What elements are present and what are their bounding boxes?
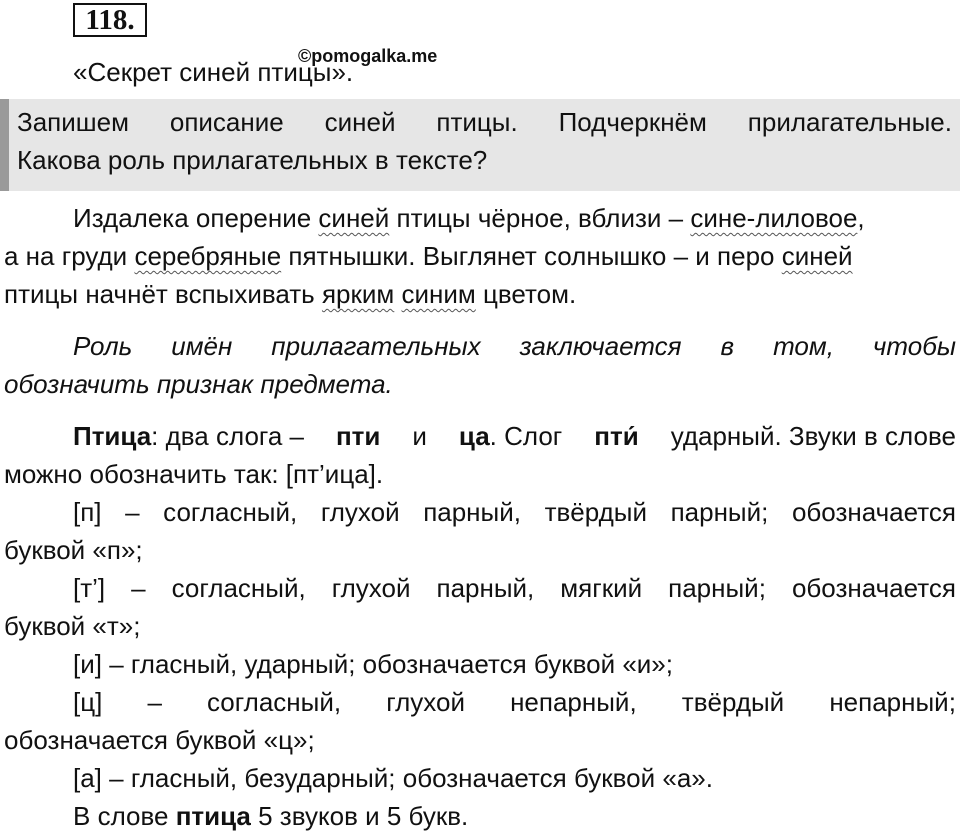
word: заключается [519, 331, 682, 361]
sound-i-line: [и] – гласный, ударный; обозначается буквой «и»; [73, 649, 673, 679]
word: мягкий [560, 573, 643, 603]
text: а на груди [4, 241, 135, 271]
word: парный, [423, 497, 521, 527]
passage [4, 199, 956, 313]
word: [п] [73, 497, 102, 527]
phonetic-analysis [4, 417, 956, 835]
text: Издалека оперение [73, 203, 319, 233]
text: пятнышки. Выглянет солнышко – и перо [281, 241, 782, 271]
word: глухой [386, 687, 465, 717]
word-bold: Птица [73, 421, 152, 451]
analysis-line-1 [4, 417, 956, 455]
text: 5 звуков и 5 букв. [250, 801, 469, 831]
word: том, [773, 331, 834, 361]
word: имён [171, 331, 233, 361]
task-word: Подчеркнём [558, 107, 707, 137]
adjective: синей [318, 203, 390, 233]
word: твёрдый [681, 687, 785, 717]
adjective: серебряные [134, 241, 282, 271]
syllable-1: пти [335, 421, 381, 451]
stressed-syllable: пти́ [594, 421, 639, 451]
word: – [125, 497, 140, 527]
word: обозначается [791, 573, 956, 603]
word: [т’] [73, 573, 106, 603]
sound-ts-line-1 [4, 683, 956, 721]
task-word: синей [324, 107, 396, 137]
word: глухой [320, 497, 400, 527]
text: , вблизи – [563, 203, 691, 233]
text: ударный. Звуки в слове [670, 421, 956, 451]
answer-role-line-2: обозначить признак предмета. [4, 369, 393, 399]
text: птицы [389, 203, 478, 233]
sound-p-line-2: буквой «п»; [4, 535, 143, 565]
passage-line-1 [4, 199, 956, 237]
word: обозначается [791, 497, 956, 527]
task-word: птицы. [436, 107, 518, 137]
word: [ц] [73, 687, 103, 717]
adjective: сине-лиловое [690, 203, 858, 233]
text: птицы начнёт вспыхивать [4, 279, 322, 309]
summary-line [4, 797, 956, 835]
word: чтобы [872, 331, 956, 361]
adjective: ярким [321, 279, 395, 309]
text: : два слога – [151, 421, 304, 451]
passage-line-2 [4, 237, 956, 275]
task-word: описание [169, 107, 284, 137]
task-line-1 [17, 103, 952, 141]
text: , [857, 203, 865, 233]
syllable-2-group [459, 417, 562, 455]
exercise-title: «Секрет синей птицы». [73, 57, 354, 87]
word: согласный, [207, 687, 342, 717]
word: парный; [670, 497, 769, 527]
word: непарный; [829, 687, 956, 717]
word: – [147, 687, 162, 717]
sound-t-line-1 [4, 569, 956, 607]
task-word: Запишем [17, 107, 129, 137]
word: – [131, 573, 146, 603]
watermark: ©pomogalka.me [298, 46, 438, 66]
task-line-2: Какова роль прилагательных в тексте? [17, 145, 488, 175]
sound-p-line-1 [4, 493, 956, 531]
exercise-number: 118. [73, 3, 147, 37]
word: согласный, [163, 497, 298, 527]
analysis-word-intro [73, 417, 304, 455]
text: и [412, 421, 427, 451]
text: В слове [73, 801, 176, 831]
answer-role [4, 327, 956, 403]
task-box [0, 99, 960, 191]
syllable-2: ца [458, 421, 490, 451]
sound-t-line-2: буквой «т»; [4, 611, 141, 641]
text [394, 279, 401, 309]
word: непарный, [510, 687, 637, 717]
word: твёрдый [544, 497, 647, 527]
answer-role-line-1 [4, 327, 956, 365]
adjective: синей [781, 241, 853, 271]
word: в [720, 331, 735, 361]
task-word: прилагательные. [747, 107, 952, 137]
sound-a-line: [а] – гласный, безударный; обозначается буквой «а». [73, 763, 713, 793]
word: парный; [668, 573, 766, 603]
word: глухой [331, 573, 411, 603]
text: . Слог [489, 421, 563, 451]
adjective: синим [401, 279, 476, 309]
word: согласный, [171, 573, 306, 603]
text: чёрное [477, 203, 564, 233]
text: цветом. [475, 279, 577, 309]
word: парный, [436, 573, 535, 603]
word: прилагательных [271, 331, 481, 361]
word: Роль [73, 331, 133, 361]
analysis-line-2: можно обозначить так: [пт’ица]. [4, 459, 384, 489]
passage-line-3 [4, 275, 956, 313]
sound-ts-line-2: обозначается буквой «ц»; [4, 725, 315, 755]
word-bold: птица [175, 801, 251, 831]
